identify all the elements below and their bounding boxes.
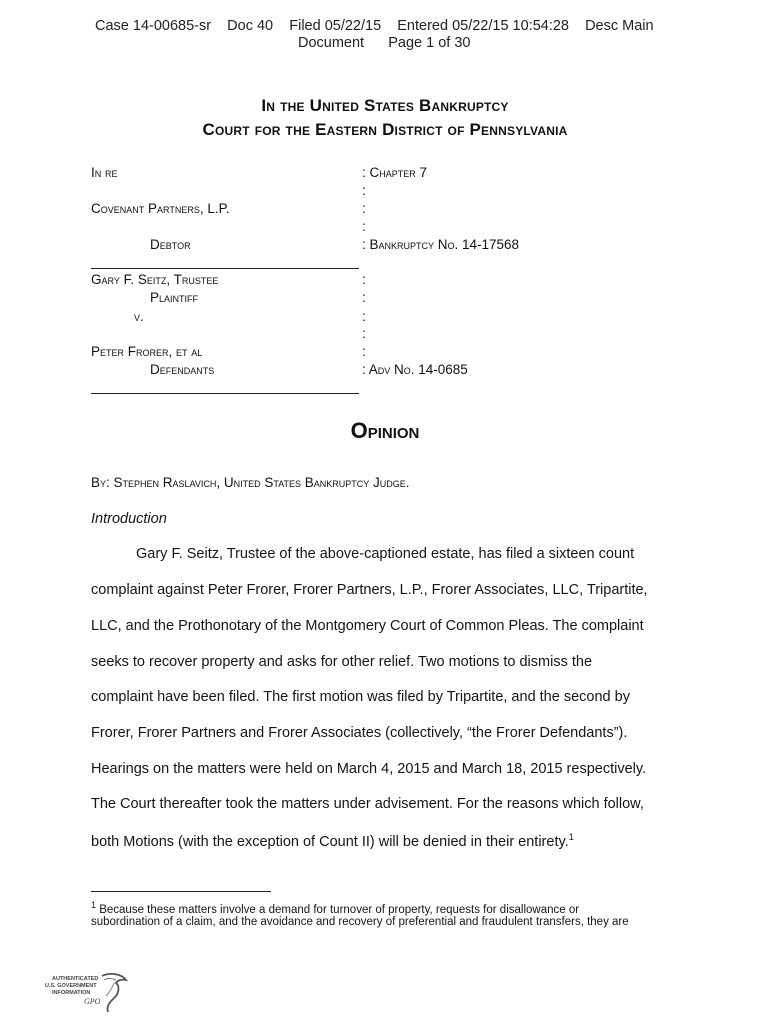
caption-colon: : (362, 272, 366, 287)
caption-colon: : (362, 201, 366, 216)
caption-rule-bottom (91, 393, 359, 394)
caption-in-re: In re (91, 165, 118, 180)
caption-debtor-name: Covenant Partners, L.P. (91, 201, 230, 216)
paragraph-line: seeks to recover property and asks for other relief. Two motions to dismiss the (91, 654, 593, 670)
paragraph-line: Gary F. Seitz, Trustee of the above-captioned estate, has filed a sixteen count (136, 546, 635, 562)
caption-colon: : (362, 219, 366, 234)
paragraph-line-last (91, 832, 574, 850)
paragraph-line: LLC, and the Prothonotary of the Montgomery Court of Common Pleas. The complaint (91, 618, 644, 634)
caption-colon: : (362, 183, 366, 198)
footnote-separator (91, 891, 271, 892)
caption-bankruptcy-no: : Bankruptcy No. 14-17568 (362, 237, 520, 252)
paragraph-line: complaint have been filed. The first motion was filed by Tripartite, and the second by (91, 689, 630, 705)
gpo-seal-text-3: INFORMATION (52, 990, 91, 996)
gpo-seal-text-2: U.S. GOVERNMENT (45, 983, 97, 989)
filing-header-line1: Case 14-00685-sr Doc 40 Filed 05/22/15 Entered 05/22/15 10:54:28 Desc Main (95, 18, 654, 34)
gpo-seal (42, 970, 132, 1014)
footnote-text: Because these matters involve a demand for turnover of property, requests for disallowance or (99, 903, 580, 916)
footnote-line1 (91, 900, 579, 916)
paragraph-line: The Court thereafter took the matters under advisement. For the reasons which follow, (91, 796, 644, 812)
caption-colon: : (362, 326, 366, 341)
court-title-line2: Court for the Eastern District of Pennsylvania (202, 120, 568, 139)
opinion-title: Opinion (350, 418, 420, 443)
caption-plaintiff-name: Gary F. Seitz, Trustee (91, 272, 219, 287)
caption-chapter: : Chapter 7 (362, 165, 428, 180)
caption-debtor-label: Debtor (150, 237, 191, 252)
caption-colon: : (362, 309, 366, 324)
caption-adv-no: : Adv No. 14-0685 (362, 362, 468, 377)
section-heading: Introduction (91, 511, 167, 527)
caption-defendant-name: Peter Frorer, et al (91, 344, 203, 359)
footnote-reference[interactable]: 1 (568, 832, 574, 842)
caption-colon: : (362, 290, 366, 305)
footnote-marker: 1 (91, 900, 97, 910)
caption-versus: v. (134, 309, 144, 324)
paragraph-line: Hearings on the matters were held on March 4, 2015 and March 18, 2015 respectively. (91, 761, 647, 777)
byline: By: Stephen Raslavich, United States Bankruptcy Judge. (91, 475, 410, 490)
paragraph-line: Frorer, Frorer Partners and Frorer Associates (collectively, “the Frorer Defendants”). (91, 725, 628, 741)
caption-rule-top (91, 268, 359, 269)
gpo-eagle-icon (92, 970, 132, 1014)
court-title-line1: In the United States Bankruptcy (261, 96, 509, 115)
gpo-seal-text-4: GPO (84, 997, 101, 1006)
gpo-seal-text-1: AUTHENTICATED (52, 976, 99, 982)
caption-defendants-label: Defendants (150, 362, 215, 377)
caption-plaintiff-label: Plaintiff (150, 290, 199, 305)
caption-colon: : (362, 344, 366, 359)
filing-header-line2: Document Page 1 of 30 (298, 35, 471, 51)
footnote-line2: subordination of a claim, and the avoidance and recovery of preferential and fraudulent transfers, they are (91, 916, 629, 928)
paragraph-line-text: both Motions (with the exception of Count II) will be denied in their entirety. (91, 833, 569, 850)
paragraph-line: complaint against Peter Frorer, Frorer Partners, L.P., Frorer Associates, LLC, Tripartite, (91, 582, 648, 598)
